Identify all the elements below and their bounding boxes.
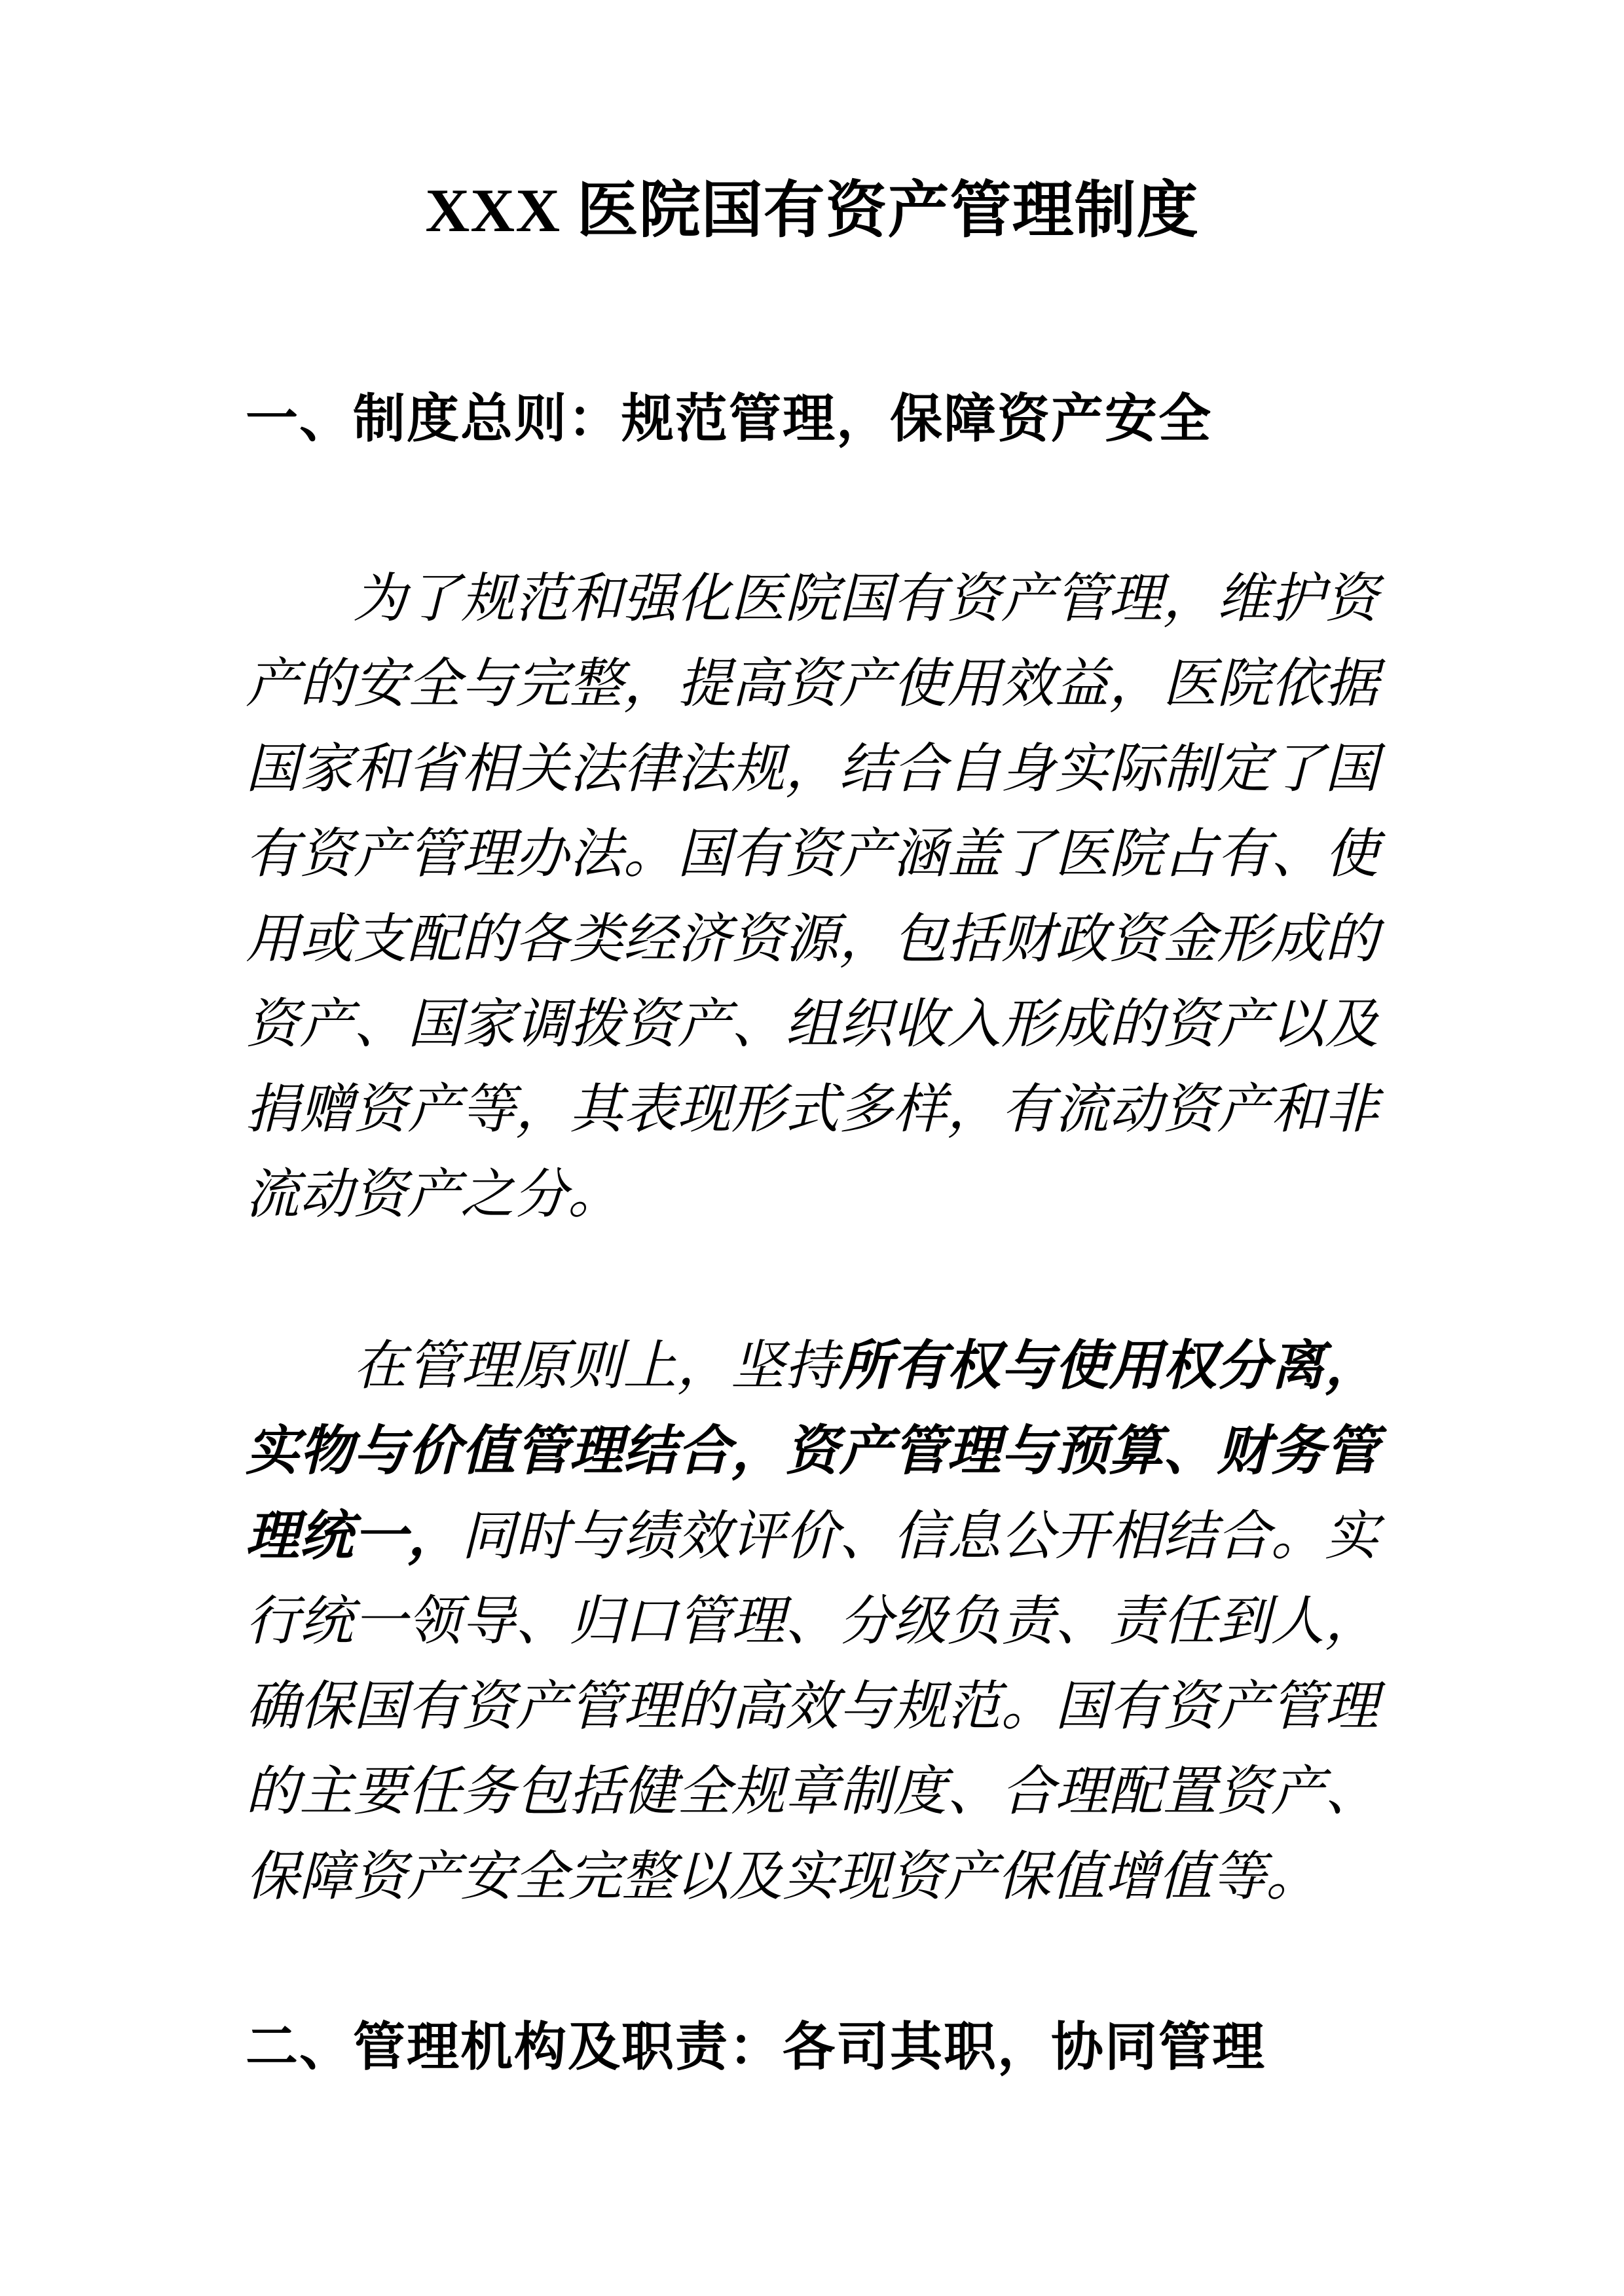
- section-2-heading: 二、管理机构及职责：各司其职，协同管理: [246, 2018, 1266, 2076]
- paragraph-2-lead-text: 在管理原则上，坚持: [353, 1336, 839, 1396]
- paragraph-2: [246, 1324, 1378, 1920]
- paragraph-2-bold-emphasis: 所有权与使用权分离，实物与价值管理结合，资产管理与预算、财务管理统一，: [246, 1336, 1378, 1566]
- paragraph-1: 为了规范和强化医院国有资产管理，维护资产的安全与完整，提高资产使用效益，医院依据国家和省相关法律法规，结合自身实际制定了国有资产管理办法。国有资产涵盖了医院占有、使用或支配的各类经济资源，包括财政资金形成的资产、国家调拨资产、组织收入形成的资产以及捐赠资产等，其表现形式多样，有流动资产和非流动资产之分。: [246, 569, 1378, 1224]
- section-1-heading: 一、制度总则：规范管理，保障资产安全: [246, 390, 1212, 448]
- paragraph-2-rest-text: 同时与绩效评价、信息公开相结合。实行统一领导、归口管理、分级负责、责任到人，确保国有资产管理的高效与规范。国有资产管理的主要任务包括健全规章制度、合理配置资产、保障资产安全完整以及实现资产保值增值等。: [246, 1506, 1379, 1906]
- document-title: XXX 医院国有资产管理制度: [425, 177, 1199, 245]
